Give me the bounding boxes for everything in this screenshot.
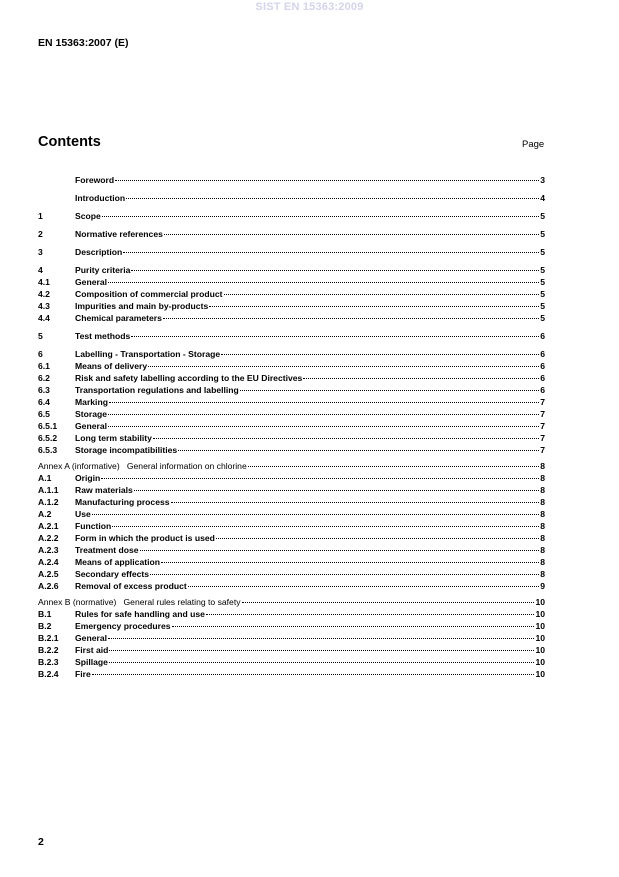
toc-entry-page: 10 (535, 633, 545, 643)
toc-entry-number: B.2 (38, 621, 52, 631)
toc-entry-title: General (75, 421, 108, 431)
toc-entry-page: 5 (540, 301, 545, 311)
watermark: SIST EN 15363:2009 (255, 1, 364, 13)
toc-entry-title: Storage incompatibilities (75, 445, 178, 455)
toc-entry-number: A.1 (38, 473, 52, 483)
toc-entry-page: 3 (540, 175, 545, 185)
toc-dot-leader (216, 530, 539, 539)
toc-entry-number: 4 (38, 265, 43, 275)
toc-entry-title: Purity criteria (75, 265, 131, 275)
toc-dot-leader (172, 618, 535, 627)
toc-entry-number: 6.1 (38, 361, 50, 371)
toc-dot-leader (242, 594, 535, 603)
toc-dot-leader (161, 554, 539, 563)
toc-entry-page: 7 (540, 433, 545, 443)
toc-entry-page: 7 (540, 445, 545, 455)
toc-entry-title: Transportation regulations and labelling (75, 385, 239, 395)
toc-entry[interactable] (38, 246, 545, 258)
toc-entry[interactable] (38, 174, 545, 186)
toc-entry-number: 6 (38, 349, 43, 359)
toc-entry-page: 8 (540, 497, 545, 507)
toc-entry-title: Removal of excess product (75, 581, 187, 591)
toc-dot-leader (102, 208, 539, 217)
toc-dot-leader (92, 666, 535, 675)
toc-entry-page: 10 (535, 597, 545, 607)
toc-dot-leader (112, 518, 539, 527)
toc-entry-title: Long term stability (75, 433, 152, 443)
toc-entry-number: 6.3 (38, 385, 50, 395)
toc-entry-title: Rules for safe handling and use (75, 609, 205, 619)
toc-entry[interactable] (38, 580, 545, 592)
toc-entry-number: B.2.4 (38, 669, 59, 679)
toc-dot-leader (115, 172, 539, 181)
toc-dot-leader (109, 394, 539, 403)
toc-entry-title: Function (75, 521, 112, 531)
toc-entry-number: 6.2 (38, 373, 50, 383)
toc-entry-number: A.1.1 (38, 485, 59, 495)
toc-dot-leader (163, 310, 539, 319)
page-number: 2 (38, 836, 44, 848)
toc-entry-page: 8 (540, 509, 545, 519)
toc-entry-title: Manufacturing process (75, 497, 170, 507)
toc-entry-page: 7 (540, 409, 545, 419)
toc-entry-title: Composition of commercial product (75, 289, 223, 299)
toc-entry-number: A.2.2 (38, 533, 59, 543)
toc-entry-title: Labelling - Transportation - Storage (75, 349, 221, 359)
toc-dot-leader (150, 566, 539, 575)
toc-entry-page: 8 (540, 473, 545, 483)
toc-entry-page: 9 (540, 581, 545, 591)
toc-entry-page: 5 (540, 289, 545, 299)
toc-entry-page: 10 (535, 621, 545, 631)
toc-dot-leader (248, 458, 539, 467)
toc-entry-number: 4.1 (38, 277, 50, 287)
toc-entry-title: Foreword (75, 175, 115, 185)
toc-entry-title: Introduction (75, 193, 126, 203)
toc-dot-leader (164, 226, 539, 235)
toc-entry-page: 5 (540, 265, 545, 275)
toc-entry-page: 5 (540, 229, 545, 239)
toc-entry-title: Annex A (informative) General information on chlorine (38, 461, 247, 471)
toc-entry-title: Form in which the product is used (75, 533, 215, 543)
toc-dot-leader (109, 654, 534, 663)
toc-entry[interactable] (38, 444, 545, 456)
toc-dot-leader (126, 190, 539, 199)
toc-dot-leader (108, 418, 539, 427)
toc-dot-leader (108, 274, 539, 283)
toc-dot-leader (108, 630, 534, 639)
toc-entry-number: 3 (38, 247, 43, 257)
toc-dot-leader (240, 382, 539, 391)
toc-entry-number: 6.5.2 (38, 433, 58, 443)
toc-entry-title: Fire (75, 669, 91, 679)
toc-entry[interactable] (38, 192, 545, 204)
toc-entry-number: A.2.1 (38, 521, 59, 531)
toc-entry-title: Secondary effects (75, 569, 150, 579)
toc-dot-leader (123, 244, 539, 253)
toc-dot-leader (140, 542, 540, 551)
toc-entry-title: Raw materials (75, 485, 133, 495)
toc-dot-leader (131, 262, 539, 271)
toc-entry-page: 8 (540, 533, 545, 543)
toc-entry-page: 10 (535, 645, 545, 655)
toc-entry[interactable] (38, 312, 545, 324)
toc-entry-number: A.2.6 (38, 581, 59, 591)
toc-entry-number: B.1 (38, 609, 52, 619)
toc-dot-leader (224, 286, 540, 295)
toc-entry-number: 6.5 (38, 409, 50, 419)
toc-entry-page: 7 (540, 421, 545, 431)
toc-entry-title: Test methods (75, 331, 131, 341)
toc-entry-number: A.2.4 (38, 557, 59, 567)
toc-entry[interactable] (38, 330, 545, 342)
toc-entry-number: A.2.5 (38, 569, 59, 579)
toc-dot-leader (148, 358, 539, 367)
toc-dot-leader (131, 328, 539, 337)
toc-dot-leader (188, 578, 539, 587)
toc-entry-page: 5 (540, 313, 545, 323)
toc-entry-page: 5 (540, 247, 545, 257)
toc-entry-title: First aid (75, 645, 109, 655)
toc-entry-title: Marking (75, 397, 108, 407)
contents-title: Contents (38, 134, 101, 150)
toc-dot-leader (92, 506, 539, 515)
toc-dot-leader (108, 406, 539, 415)
toc-entry-page: 8 (540, 557, 545, 567)
toc-entry-page: 8 (540, 545, 545, 555)
toc-entry-title: Origin (75, 473, 101, 483)
toc-dot-leader (178, 442, 539, 451)
toc-entry-number: 1 (38, 211, 43, 221)
toc-entry-title: General (75, 277, 108, 287)
toc-entry-title: Annex B (normative) General rules relating to safety (38, 597, 241, 607)
toc-entry-title: General (75, 633, 108, 643)
toc-entry[interactable] (38, 668, 545, 680)
toc-entry-number: A.1.2 (38, 497, 59, 507)
toc-entry-title: Means of delivery (75, 361, 148, 371)
toc-entry-title: Use (75, 509, 91, 519)
table-of-contents (38, 174, 545, 680)
toc-dot-leader (303, 370, 539, 379)
toc-entry-title: Storage (75, 409, 107, 419)
toc-entry-page: 5 (540, 277, 545, 287)
toc-entry-page: 4 (540, 193, 545, 203)
toc-entry-title: Spillage (75, 657, 108, 667)
toc-entry-page: 6 (540, 385, 545, 395)
document-id: EN 15363:2007 (E) (38, 37, 129, 49)
toc-entry-title: Risk and safety labelling according to the EU Directives (75, 373, 303, 383)
toc-entry-page: 10 (535, 657, 545, 667)
toc-entry-title: Description (75, 247, 123, 257)
toc-dot-leader (171, 494, 540, 503)
toc-entry-title: Treatment dose (75, 545, 139, 555)
toc-entry-page: 10 (535, 609, 545, 619)
toc-entry-number: 4.2 (38, 289, 50, 299)
toc-dot-leader (109, 642, 534, 651)
toc-entry-number: A.2.3 (38, 545, 59, 555)
toc-entry-page: 8 (540, 485, 545, 495)
toc-entry-title: Normative references (75, 229, 163, 239)
toc-entry-page: 8 (540, 461, 545, 471)
toc-entry-page: 10 (535, 669, 545, 679)
toc-dot-leader (209, 298, 539, 307)
toc-entry-number: 2 (38, 229, 43, 239)
toc-entry-title: Scope (75, 211, 101, 221)
toc-entry-page: 6 (540, 361, 545, 371)
toc-entry-page: 6 (540, 331, 545, 341)
toc-entry-page: 5 (540, 211, 545, 221)
toc-entry-number: 5 (38, 331, 43, 341)
toc-entry-page: 8 (540, 521, 545, 531)
toc-entry-page: 6 (540, 349, 545, 359)
toc-dot-leader (134, 482, 539, 491)
toc-entry-number: 4.4 (38, 313, 50, 323)
toc-entry-number: B.2.1 (38, 633, 59, 643)
toc-entry[interactable] (38, 228, 545, 240)
toc-entry-title: Means of application (75, 557, 160, 567)
toc-entry-page: 8 (540, 569, 545, 579)
toc-entry-page: 7 (540, 397, 545, 407)
toc-entry-number: 4.3 (38, 301, 50, 311)
toc-entry-title: Emergency procedures (75, 621, 171, 631)
toc-entry-number: 6.5.3 (38, 445, 58, 455)
toc-entry-number: B.2.3 (38, 657, 59, 667)
toc-dot-leader (221, 346, 539, 355)
toc-entry-title: Chemical parameters (75, 313, 162, 323)
toc-dot-leader (153, 430, 539, 439)
toc-dot-leader (206, 606, 535, 615)
toc-dot-leader (101, 470, 539, 479)
toc-entry-number: 6.5.1 (38, 421, 58, 431)
toc-entry-number: 6.4 (38, 397, 50, 407)
toc-entry[interactable] (38, 210, 545, 222)
toc-entry-number: B.2.2 (38, 645, 59, 655)
toc-entry-number: A.2 (38, 509, 52, 519)
toc-entry-title: Impurities and main by-products (75, 301, 209, 311)
page-column-label: Page (522, 139, 545, 150)
toc-entry-page: 6 (540, 373, 545, 383)
